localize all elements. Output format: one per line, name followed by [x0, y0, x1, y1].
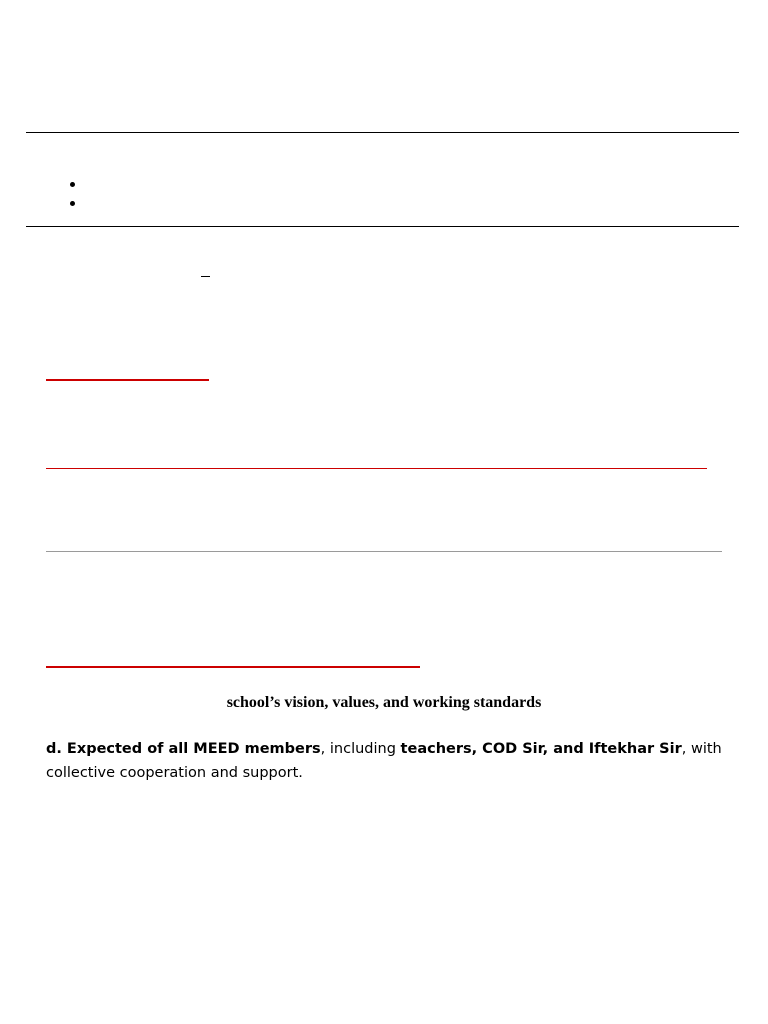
- paragraph-bold-names: teachers, COD Sir, and Iftekhar Sir: [400, 741, 682, 757]
- red-underline-short: [46, 379, 209, 381]
- section-heading: school’s vision, values, and working standards: [226, 694, 542, 711]
- gray-divider: [46, 551, 722, 552]
- body-paragraph: [46, 737, 726, 785]
- paragraph-lead-bold: d. Expected of all MEED members: [46, 741, 321, 757]
- paragraph-text: , including: [320, 741, 401, 757]
- red-underline-long: [46, 468, 707, 469]
- section-divider: [26, 226, 739, 227]
- paragraph-text: , with collective cooperation and support.: [46, 741, 722, 781]
- top-divider: [26, 132, 739, 133]
- red-underline-medium: [46, 666, 420, 668]
- dash-mark: [201, 276, 210, 277]
